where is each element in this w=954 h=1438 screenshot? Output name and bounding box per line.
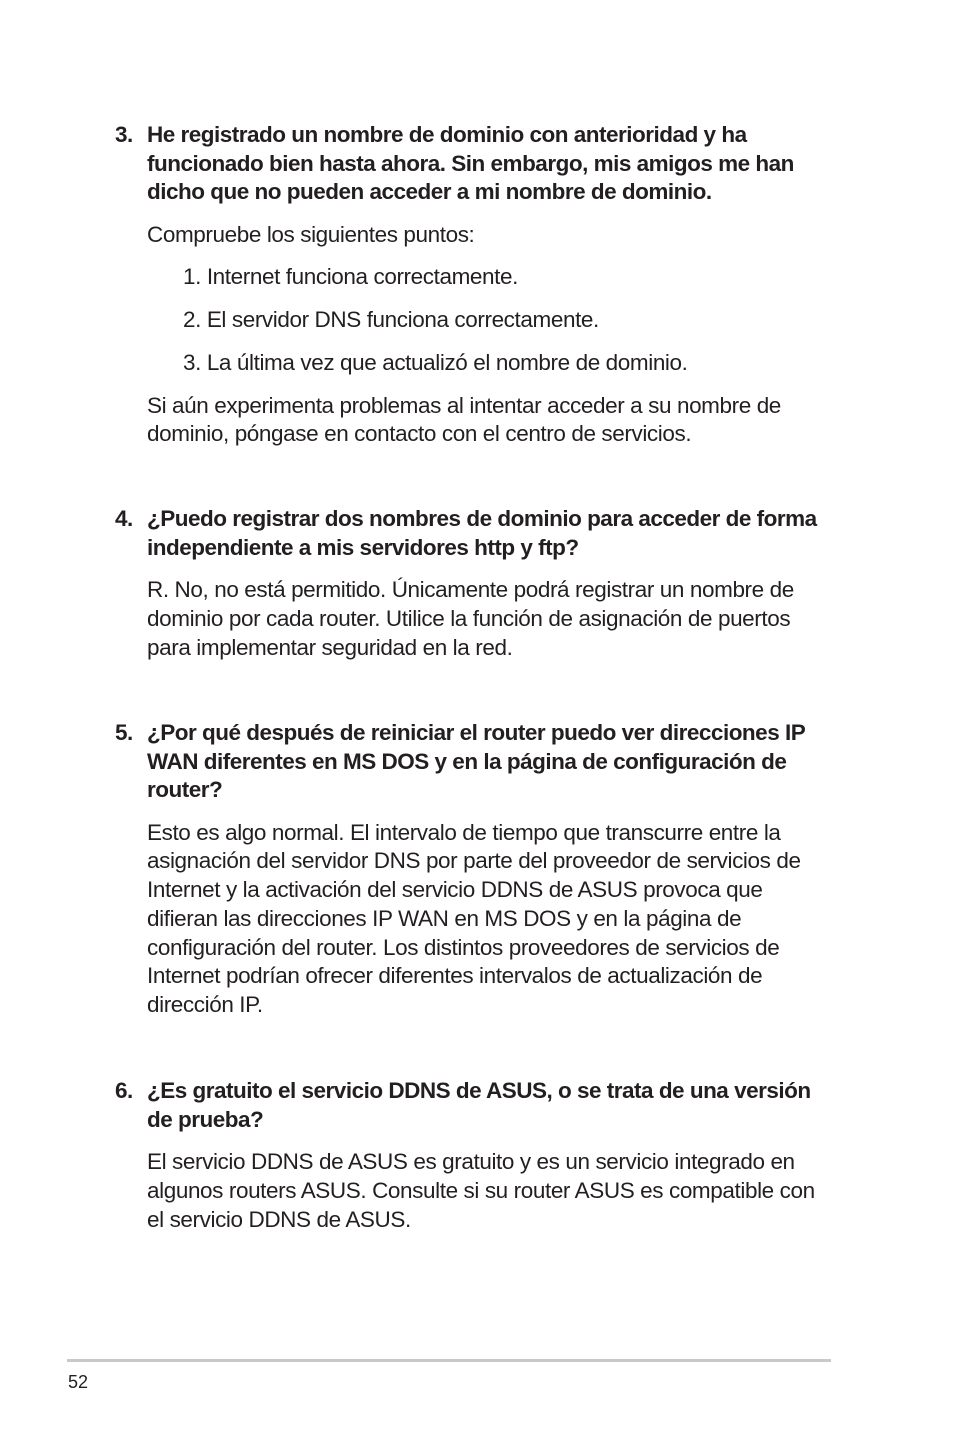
faq-answer [147, 819, 835, 1021]
answer-text: R. No, no está permitido. Únicamente podrá registrar un nombre de dominio por cada router. Utilice la función de asignación de puertos para implementar seguridad en la red. [147, 577, 794, 660]
check-item: 1. Internet funciona correctamente. [183, 264, 518, 290]
faq-answer [147, 1148, 835, 1234]
question-text: ¿Es gratuito el servicio DDNS de ASUS, o se trata de una versión de prueba? [147, 1078, 811, 1132]
question-text: ¿Puedo registrar dos nombres de dominio para acceder de forma independiente a mis servidores http y ftp? [147, 506, 817, 560]
faq-answer [147, 576, 835, 662]
question-text: He registrado un nombre de dominio con anterioridad y ha funcionado bien hasta ahora. Sin embargo, mis amigos me han dicho que no pueden acceder a mi nombre de dominio. [147, 122, 794, 204]
answer-text: El servicio DDNS de ASUS es gratuito y es un servicio integrado en algunos routers ASUS. Consulte si su router ASUS es compatible con el servicio DDNS de ASUS. [147, 1149, 815, 1232]
faq-question [115, 719, 835, 805]
page-number: 52 [68, 1372, 89, 1392]
question-number: 3. [115, 122, 133, 147]
question-number: 4. [115, 506, 133, 531]
faq-question [115, 121, 835, 207]
faq-answer [147, 221, 835, 450]
check-item: 2. El servidor DNS funciona correctamente. [183, 307, 599, 333]
question-number: 5. [115, 720, 133, 745]
faq-question [115, 505, 835, 562]
faq-question [115, 1077, 835, 1134]
faq-3 [115, 121, 835, 449]
faq-5 [115, 719, 835, 1020]
footer-divider [67, 1359, 831, 1362]
faq-4 [115, 505, 835, 662]
answer-intro: Compruebe los siguientes puntos: [147, 221, 475, 247]
question-number: 6. [115, 1078, 133, 1103]
faq-6 [115, 1077, 835, 1234]
answer-outro: Si aún experimenta problemas al intentar acceder a su nombre de dominio, póngase en contacto con el centro de servicios. [147, 392, 781, 447]
question-text: ¿Por qué después de reiniciar el router puedo ver direcciones IP WAN diferentes en MS DOS y en la página de configuración de router? [147, 720, 805, 802]
check-item: 3. La última vez que actualizó el nombre de dominio. [183, 349, 688, 375]
answer-text: Esto es algo normal. El intervalo de tiempo que transcurre entre la asignación del servidor DNS por parte del proveedor de servicios de Internet y la activación del servicio DDNS de ASUS provoca que difieran las direcciones IP WAN en MS DOS y en la página de configuración del router. Los distintos proveedores de servicios de Internet podrían ofrecer diferentes intervalos de actualización de dirección IP. [147, 819, 801, 1018]
